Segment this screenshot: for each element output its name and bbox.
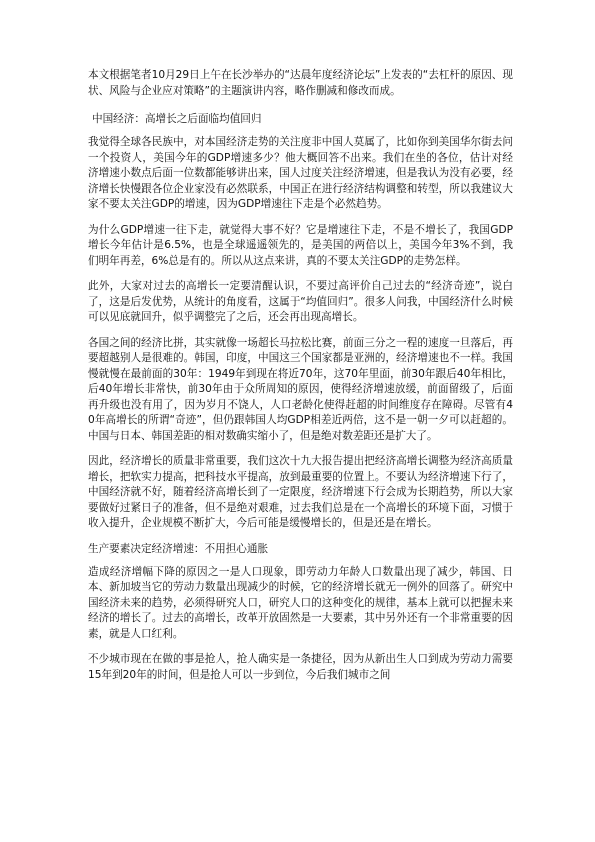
body-paragraph: 为什么GDP增速一往下走，就觉得大事不好？它是增速往下走，不是不增长了，我国GDP增长今年估计是6.5%，也是全球遥遥领先的，是美国的两倍以上，美国今年3%不到，我们明年再差，6%总是有的。所以从这点来讲，真的不要太关注GDP的走势怎样。 xyxy=(88,223,513,267)
intro-paragraph: 本文根据笔者10月29日上午在长沙举办的“达晨年度经济论坛”上发表的“去杠杆的原因、现状、风险与企业应对策略”的主题演讲内容，略作删减和修改而成。 xyxy=(88,69,513,97)
body-paragraph: 不少城市现在在做的事是抢人，抢人确实是一条捷径，因为从新出生人口到成为劳动力需要15年到20年的时间，但是抢人可以一步到位，今后我们城市之间 xyxy=(88,653,513,681)
body-paragraph: 各国之间的经济比拼，其实就像一场超长马拉松比赛，前面三分之一程的速度一旦落后，再要超越别人是很难的。韩国，印度，中国这三个国家都是亚洲的，经济增速也不一样。我国慢就慢在最前面的30年：1949年到现在将近70年，这70年里面，前30年跟后40年相比，后40年增长非常快，前30年由于众所周知的原因，使得经济增速放缓，前面留级了，后面再升级也没有用了，因为岁月不饶人，人口老龄化使得赶超的时间维度存在障碍。尽管有40年高增长的所谓“奇迹”，但仍跟韩国人均GDP相差近两倍，这不是一朝一夕可以赶超的。中国与日本、韩国差距的相对数确实缩小了，但是绝对数差距还是扩大了。 xyxy=(88,336,513,442)
body-paragraph: 此外，大家对过去的高增长一定要清醒认识，不要过高评价自己过去的“经济奇迹”，说白了，这是后发优势，从统计的角度看，这属于“均值回归”。很多人问我，中国经济什么时候可以见底就回升，似乎调整完了之后，还会再出现高增长。 xyxy=(88,280,513,323)
body-paragraph: 因此，经济增长的质量非常重要，我们这次十九大报告提出把经济高增长调整为经济高质量增长，把软实力提高，把科技水平提高，放到最重要的位置上。不要认为经济增速下行了，中国经济就不好，随着经济高增长到了一定限度，经济增速下行会成为长期趋势，所以大家要做好过紧日子的准备，但不是绝对艰难，过去我们总是在一个高增长的环境下面，习惯于收入提升，企业规模不断扩大，今后可能是缓慢增长的，但是还是在增长。 xyxy=(88,455,513,529)
section-heading-2: 生产要素决定经济增速：不用担心通胀 xyxy=(88,542,269,555)
body-paragraph: 我觉得全球各民族中，对本国经济走势的关注度非中国人莫属了，比如你到美国华尔街去问一个投资人，美国今年的GDP增速多少？他大概回答不出来。我们在坐的各位，估计对经济增速小数点后面一位数都能够讲出来，国人过度关注经济增速，但是我认为没有必要，经济增长快慢跟各位企业家没有必然联系，中国正在进行经济结构调整和转型，所以我建议大家不要太关注GDP的增速，因为GDP增速往下走是个必然趋势。 xyxy=(88,136,513,210)
section-heading-1: 中国经济：高增长之后面临均值回归 xyxy=(92,113,262,125)
body-paragraph: 造成经济增幅下降的原因之一是人口现象，即劳动力年龄人口数量出现了减少，韩国、日本、新加坡当它的劳动力数量出现减少的时候，它的经济增长就无一例外的回落了。研究中国经济未来的趋势，必须得研究人口，研究人口的这种变化的规律，基本上就可以把握未来经济的增长了。过去的高增长，改革开放固然是一大要素，其中另外还有一个非常重要的因素，就是人口红利。 xyxy=(88,565,513,640)
